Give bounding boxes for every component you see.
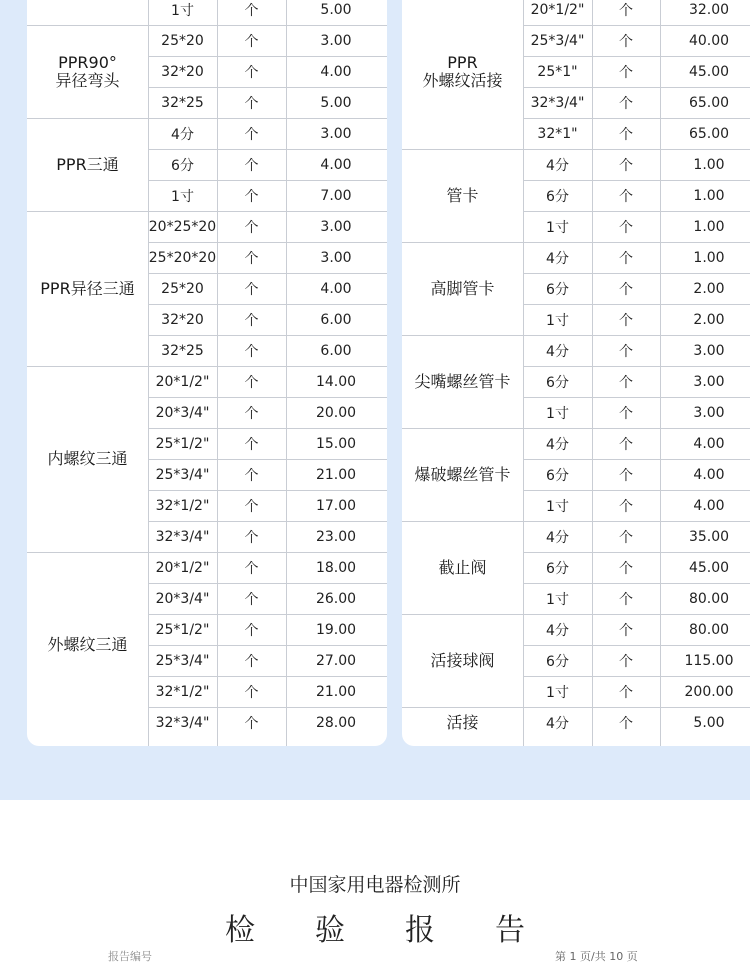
unit-cell: 个 bbox=[244, 188, 259, 205]
spec-cell: 6分 bbox=[171, 157, 194, 174]
unit-cell: 个 bbox=[244, 467, 259, 484]
unit-cell: 个 bbox=[619, 653, 633, 670]
price-cell: 35.00 bbox=[688, 528, 730, 545]
unit-cell: 个 bbox=[244, 405, 259, 422]
product-name-line: 爆破螺丝管卡 bbox=[414, 464, 511, 484]
product-name-cell bbox=[402, 428, 523, 521]
product-name-line: PPR异径三通 bbox=[40, 278, 135, 298]
price-cell: 45.00 bbox=[688, 559, 730, 576]
page-count: 第 1 页/共 10 页 bbox=[555, 950, 638, 963]
product-name-cell bbox=[402, 0, 523, 149]
spec-cell: 20*25*20 bbox=[148, 218, 217, 235]
price-cell: 4.00 bbox=[693, 466, 725, 483]
product-name-cell bbox=[27, 25, 148, 118]
unit-cell: 个 bbox=[244, 529, 259, 546]
product-name-cell bbox=[402, 614, 523, 707]
unit-cell: 个 bbox=[619, 529, 633, 546]
price-cell: 3.00 bbox=[693, 373, 725, 390]
unit-cell: 个 bbox=[244, 622, 259, 639]
price-cell: 40.00 bbox=[688, 32, 730, 49]
product-name-line: PPR三通 bbox=[56, 154, 119, 174]
spec-cell: 1寸 bbox=[171, 2, 194, 19]
unit-cell: 个 bbox=[619, 95, 633, 112]
price-cell: 3.00 bbox=[320, 218, 352, 235]
price-cell: 6.00 bbox=[320, 311, 352, 328]
product-name-cell bbox=[402, 242, 523, 335]
price-cell: 80.00 bbox=[688, 590, 730, 607]
spec-cell: 1寸 bbox=[171, 188, 194, 205]
price-cell: 21.00 bbox=[315, 466, 357, 483]
price-cell: 3.00 bbox=[693, 404, 725, 421]
spec-cell: 6分 bbox=[546, 467, 569, 484]
product-name-line: 活接 bbox=[446, 712, 479, 732]
product-name-line: 截止阀 bbox=[438, 557, 487, 577]
unit-cell: 个 bbox=[619, 33, 633, 50]
unit-cell: 个 bbox=[619, 157, 633, 174]
price-cell: 14.00 bbox=[315, 373, 357, 390]
price-cell: 1.00 bbox=[693, 156, 725, 173]
unit-cell: 个 bbox=[244, 498, 259, 515]
product-name-cell bbox=[27, 118, 148, 211]
spec-cell: 20*3/4" bbox=[155, 590, 210, 607]
product-name-cell bbox=[402, 521, 523, 614]
price-cell: 15.00 bbox=[315, 435, 357, 452]
spec-cell: 4分 bbox=[546, 715, 569, 732]
spec-cell: 32*3/4" bbox=[530, 94, 585, 111]
price-cell: 4.00 bbox=[320, 63, 352, 80]
product-name-line: PPR90° bbox=[58, 52, 117, 72]
unit-cell: 个 bbox=[244, 653, 259, 670]
price-cell: 28.00 bbox=[315, 714, 357, 731]
price-cell: 80.00 bbox=[688, 621, 730, 638]
report-number-label: 报告编号 bbox=[108, 950, 152, 963]
spec-cell: 25*3/4" bbox=[530, 32, 585, 49]
price-cell: 1.00 bbox=[693, 187, 725, 204]
unit-cell: 个 bbox=[619, 436, 633, 453]
unit-cell: 个 bbox=[244, 95, 259, 112]
unit-cell: 个 bbox=[619, 715, 633, 732]
spec-cell: 32*25 bbox=[161, 342, 204, 359]
unit-cell: 个 bbox=[244, 219, 259, 236]
unit-cell: 个 bbox=[619, 405, 633, 422]
spec-cell: 25*20*20 bbox=[148, 249, 217, 266]
unit-cell: 个 bbox=[619, 250, 633, 267]
unit-cell: 个 bbox=[244, 281, 259, 298]
price-cell: 200.00 bbox=[684, 683, 734, 700]
unit-cell: 个 bbox=[244, 343, 259, 360]
report-title: 检验报告 bbox=[225, 913, 585, 948]
spec-cell: 20*1/2" bbox=[155, 559, 210, 576]
spec-cell: 1寸 bbox=[546, 312, 569, 329]
price-cell: 2.00 bbox=[693, 280, 725, 297]
price-cell: 26.00 bbox=[315, 590, 357, 607]
spec-cell: 25*20 bbox=[161, 32, 204, 49]
unit-cell: 个 bbox=[244, 157, 259, 174]
price-cell: 21.00 bbox=[315, 683, 357, 700]
unit-cell: 个 bbox=[619, 343, 633, 360]
unit-cell: 个 bbox=[619, 684, 633, 701]
spec-cell: 6分 bbox=[546, 653, 569, 670]
price-cell: 3.00 bbox=[693, 342, 725, 359]
spec-cell: 4分 bbox=[546, 343, 569, 360]
unit-cell: 个 bbox=[244, 312, 259, 329]
unit-cell: 个 bbox=[619, 591, 633, 608]
spec-cell: 4分 bbox=[171, 126, 194, 143]
unit-cell: 个 bbox=[619, 560, 633, 577]
spec-cell: 1寸 bbox=[546, 684, 569, 701]
spec-cell: 6分 bbox=[546, 374, 569, 391]
price-cell: 2.00 bbox=[693, 311, 725, 328]
unit-cell: 个 bbox=[619, 467, 633, 484]
product-name-cell bbox=[27, 366, 148, 552]
spec-cell: 25*1/2" bbox=[155, 621, 210, 638]
spec-cell: 6分 bbox=[546, 281, 569, 298]
unit-cell: 个 bbox=[244, 436, 259, 453]
spec-cell: 1寸 bbox=[546, 405, 569, 422]
price-cell: 115.00 bbox=[684, 652, 734, 669]
product-name-line: 内螺纹三通 bbox=[47, 449, 128, 468]
spec-cell: 32*3/4" bbox=[155, 528, 210, 545]
left-price-table bbox=[27, 0, 387, 746]
price-cell: 1.00 bbox=[693, 249, 725, 266]
spec-cell: 32*3/4" bbox=[155, 714, 210, 731]
product-name-line: 外螺纹三通 bbox=[47, 635, 128, 654]
product-name-line: 尖嘴螺丝管卡 bbox=[414, 371, 511, 391]
spec-cell: 25*3/4" bbox=[155, 466, 210, 483]
spec-cell: 6分 bbox=[546, 560, 569, 577]
price-cell: 7.00 bbox=[320, 187, 352, 204]
institute-name: 中国家用电器检测所 bbox=[289, 874, 461, 896]
unit-cell: 个 bbox=[619, 622, 633, 639]
product-name-line: 高脚管卡 bbox=[430, 278, 495, 298]
unit-cell: 个 bbox=[244, 715, 259, 732]
right-price-table bbox=[402, 0, 750, 746]
unit-cell: 个 bbox=[244, 126, 259, 143]
price-cell: 4.00 bbox=[693, 497, 725, 514]
price-cell: 32.00 bbox=[688, 1, 730, 18]
price-cell: 45.00 bbox=[688, 63, 730, 80]
unit-cell: 个 bbox=[244, 33, 259, 50]
spec-cell: 32*20 bbox=[161, 63, 204, 80]
product-name-cell bbox=[27, 211, 148, 366]
unit-cell: 个 bbox=[619, 188, 633, 205]
spec-cell: 1寸 bbox=[546, 591, 569, 608]
product-name-line: 异径弯头 bbox=[55, 70, 120, 90]
unit-cell: 个 bbox=[244, 591, 259, 608]
price-cell: 3.00 bbox=[320, 125, 352, 142]
unit-cell: 个 bbox=[619, 64, 633, 81]
unit-cell: 个 bbox=[619, 2, 633, 19]
spec-cell: 32*1/2" bbox=[155, 497, 210, 514]
unit-cell: 个 bbox=[619, 312, 633, 329]
spec-cell: 25*1" bbox=[537, 63, 578, 80]
spec-cell: 1寸 bbox=[546, 219, 569, 236]
price-cell: 65.00 bbox=[688, 94, 730, 111]
spec-cell: 32*1/2" bbox=[155, 683, 210, 700]
unit-cell: 个 bbox=[244, 560, 259, 577]
product-name-line: 管卡 bbox=[446, 185, 479, 205]
unit-cell: 个 bbox=[244, 684, 259, 701]
spec-cell: 25*3/4" bbox=[155, 652, 210, 669]
unit-cell: 个 bbox=[244, 250, 259, 267]
price-cell: 5.00 bbox=[320, 94, 352, 111]
price-cell: 3.00 bbox=[320, 32, 352, 49]
spec-cell: 20*1/2" bbox=[155, 373, 210, 390]
spec-cell: 20*3/4" bbox=[155, 404, 210, 421]
product-name-cell bbox=[402, 707, 523, 738]
spec-cell: 4分 bbox=[546, 250, 569, 267]
spec-cell: 4分 bbox=[546, 622, 569, 639]
price-cell: 65.00 bbox=[688, 125, 730, 142]
price-cell: 4.00 bbox=[320, 156, 352, 173]
spec-cell: 1寸 bbox=[546, 498, 569, 515]
price-cell: 1.00 bbox=[693, 218, 725, 235]
price-cell: 4.00 bbox=[320, 280, 352, 297]
product-name-line: 活接球阀 bbox=[430, 650, 495, 670]
unit-cell: 个 bbox=[619, 374, 633, 391]
unit-cell: 个 bbox=[244, 2, 259, 19]
spec-cell: 6分 bbox=[546, 188, 569, 205]
unit-cell: 个 bbox=[244, 64, 259, 81]
spec-cell: 20*1/2" bbox=[530, 1, 585, 18]
price-cell: 3.00 bbox=[320, 249, 352, 266]
spec-cell: 32*20 bbox=[161, 311, 204, 328]
price-cell: 4.00 bbox=[693, 435, 725, 452]
unit-cell: 个 bbox=[619, 219, 633, 236]
product-name-cell bbox=[402, 149, 523, 242]
spec-cell: 32*1" bbox=[537, 125, 578, 142]
price-cell: 23.00 bbox=[315, 528, 357, 545]
unit-cell: 个 bbox=[619, 498, 633, 515]
price-cell: 20.00 bbox=[315, 404, 357, 421]
product-name-cell bbox=[27, 552, 148, 738]
price-cell: 19.00 bbox=[315, 621, 357, 638]
spec-cell: 25*1/2" bbox=[155, 435, 210, 452]
price-cell: 17.00 bbox=[315, 497, 357, 514]
price-cell: 6.00 bbox=[320, 342, 352, 359]
unit-cell: 个 bbox=[619, 281, 633, 298]
product-name-line: PPR bbox=[447, 52, 478, 72]
product-name-line: 外螺纹活接 bbox=[422, 70, 503, 90]
price-cell: 18.00 bbox=[315, 559, 357, 576]
spec-cell: 25*20 bbox=[161, 280, 204, 297]
unit-cell: 个 bbox=[619, 126, 633, 143]
spec-cell: 32*25 bbox=[161, 94, 204, 111]
price-cell: 5.00 bbox=[320, 1, 352, 18]
unit-cell: 个 bbox=[244, 374, 259, 391]
spec-cell: 4分 bbox=[546, 157, 569, 174]
spec-cell: 4分 bbox=[546, 529, 569, 546]
spec-cell: 4分 bbox=[546, 436, 569, 453]
product-name-cell bbox=[402, 335, 523, 428]
price-cell: 27.00 bbox=[315, 652, 357, 669]
price-cell: 5.00 bbox=[693, 714, 725, 731]
